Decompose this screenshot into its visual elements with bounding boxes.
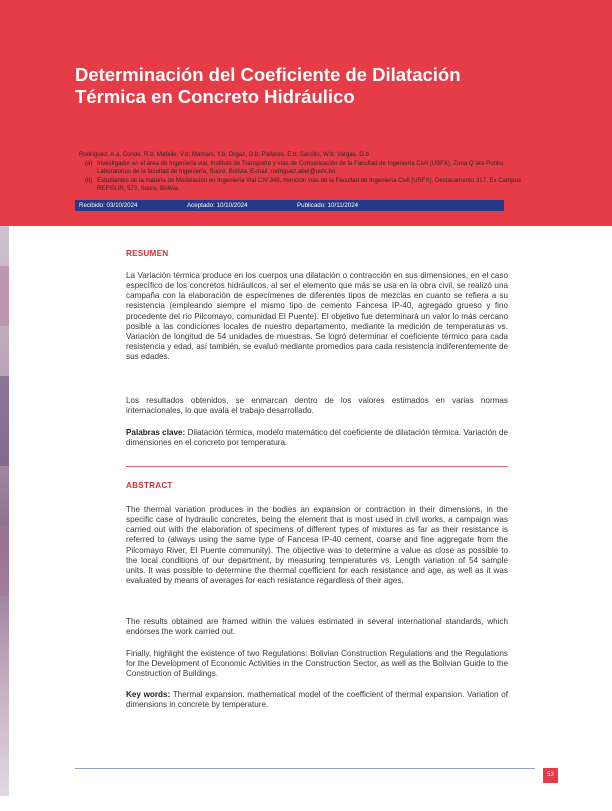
affiliation-a (79, 160, 539, 176)
keywords-label: Key words: (126, 690, 171, 699)
author-list: Rodríguez, A.a, Conde, R.b; Mafaile, V.b; Mamani, Y.b; Orgaz, O.b; Pallares, E.b; Sarcillo, W.b; Vargas, G.b (79, 151, 370, 158)
resumen-keywords (126, 428, 508, 448)
keywords-text: Thermal expansion, mathematical model of the coefficient of thermal expansion. Variation of dimensions in concrete by temperature. (126, 690, 509, 710)
title-line-2: Térmica en Concreto Hidráulico (75, 86, 355, 107)
resumen-paragraph-2: Los resultados obtenidos, se enmarcan dentro de los valores estimados en varias normas internacionales, lo que avala el trabajo desarrollado. (126, 396, 508, 416)
page-number: 53 (543, 768, 558, 783)
affiliation-mark: (b) (85, 177, 93, 184)
abstract-paragraph-3: Finally, highlight the existence of two Regulations: Bolivian Construction Regulations and the Regulations for the Development of Economic Activities in the Construction Sector, as well as the Bolivian Guide to the Construction of Buildings. (126, 649, 508, 679)
affiliation-mark: (a) (85, 160, 93, 167)
abstract-heading: ABSTRACT (126, 481, 173, 490)
abstract-paragraph-1: The thermal variation produces in the bodies an expansion or contraction in their dimensions, in the specific case of hydraulic concretes, being the element that is most used in civil works, a campaign was carried out with the elaboration of specimens of different types of mixtures as far as their resistance is referred to (always using the same type of Fancesa IP-40 cement, coarse and fine aggregate from the Pilcomayo River, El Puente community). The objective was to determine a value as close as possible to the local conditions of our department, by measuring temperatures vs. Length variation of 54 sample units. It was possible to determine the thermal coefficient for each resistance and age, as well as it was evaluated by means of averages for each resistance regardless of their ages. (126, 505, 508, 586)
keywords-text: Dilatación térmica, modelo matemático del coeficiente de dilatación térmica. Variación de dimensiones en el concreto por temperatura. (126, 428, 508, 448)
published-date: Publicado: 10/11/2024 (297, 202, 359, 209)
title-line-1: Determinación del Coeficiente de Dilatación (75, 64, 461, 85)
abstract-paragraph-2: The results obtained are framed within the values estimated in several international standards, which endorses the work carried out. (126, 617, 508, 637)
author-block (79, 151, 539, 193)
accepted-date: Aceptado: 10/10/2024 (187, 202, 248, 209)
article-title (75, 64, 555, 108)
resumen-heading: RESUMEN (126, 249, 169, 258)
affiliation-b (79, 177, 539, 193)
dates-bar (75, 200, 504, 211)
side-image-strip (0, 226, 9, 796)
section-divider (126, 466, 508, 467)
affiliation-text: Investigador en el área de Ingeniería vial, Instituto de Transporte y vías de Comunicación de la Facultad de Ingeniería Civil (USFX), Zona Q´ara Punku Laboratorios de la facultad de Ingeniería, Sucre, Bolivia. E-mail: rodriguez.abel@usfx.bo. (97, 160, 504, 175)
received-date: Recibido: 03/10/2024 (79, 202, 138, 209)
footer-rule (75, 768, 535, 769)
affiliation-text: Estudiantes de la materia de Modelación en Ingeniería Vial CIV-348, mención vías de la Facultad de Ingeniería Civil (USFX), Destacamento 317, Ex Campus REFISUR, 573, Sucre, Bolivia. (97, 177, 521, 192)
resumen-paragraph-1: La Variación térmica produce en los cuerpos una dilatación o contracción en sus dimensiones, en el caso específico de los concretos hidráulicos, al ser el elemento que más se usa en la obra civil, se realizó una campaña con la elaboración de especímenes de diferentes tipos de mezclas en cuanto se refiera a su resistencia (empleando siempre el mismo tipo de cemento Fancesa IP-40, agregado grueso y fino procedente del río Pilcomayo, comunidad El Puente). El objetivo fue determinará un valor lo más cercano posible a las condiciones locales de nuestro departamento, mediante la medición de temperaturas vs. Variación de longitud de 54 unidades de muestras. Se logró determinar el coeficiente térmico para cada resistencia y edad, así también, se evaluó mediante promedios para cada resistencia indiferentemente de sus edades. (126, 271, 508, 362)
abstract-keywords (126, 690, 508, 710)
keywords-label: Palabras clave: (126, 428, 186, 437)
